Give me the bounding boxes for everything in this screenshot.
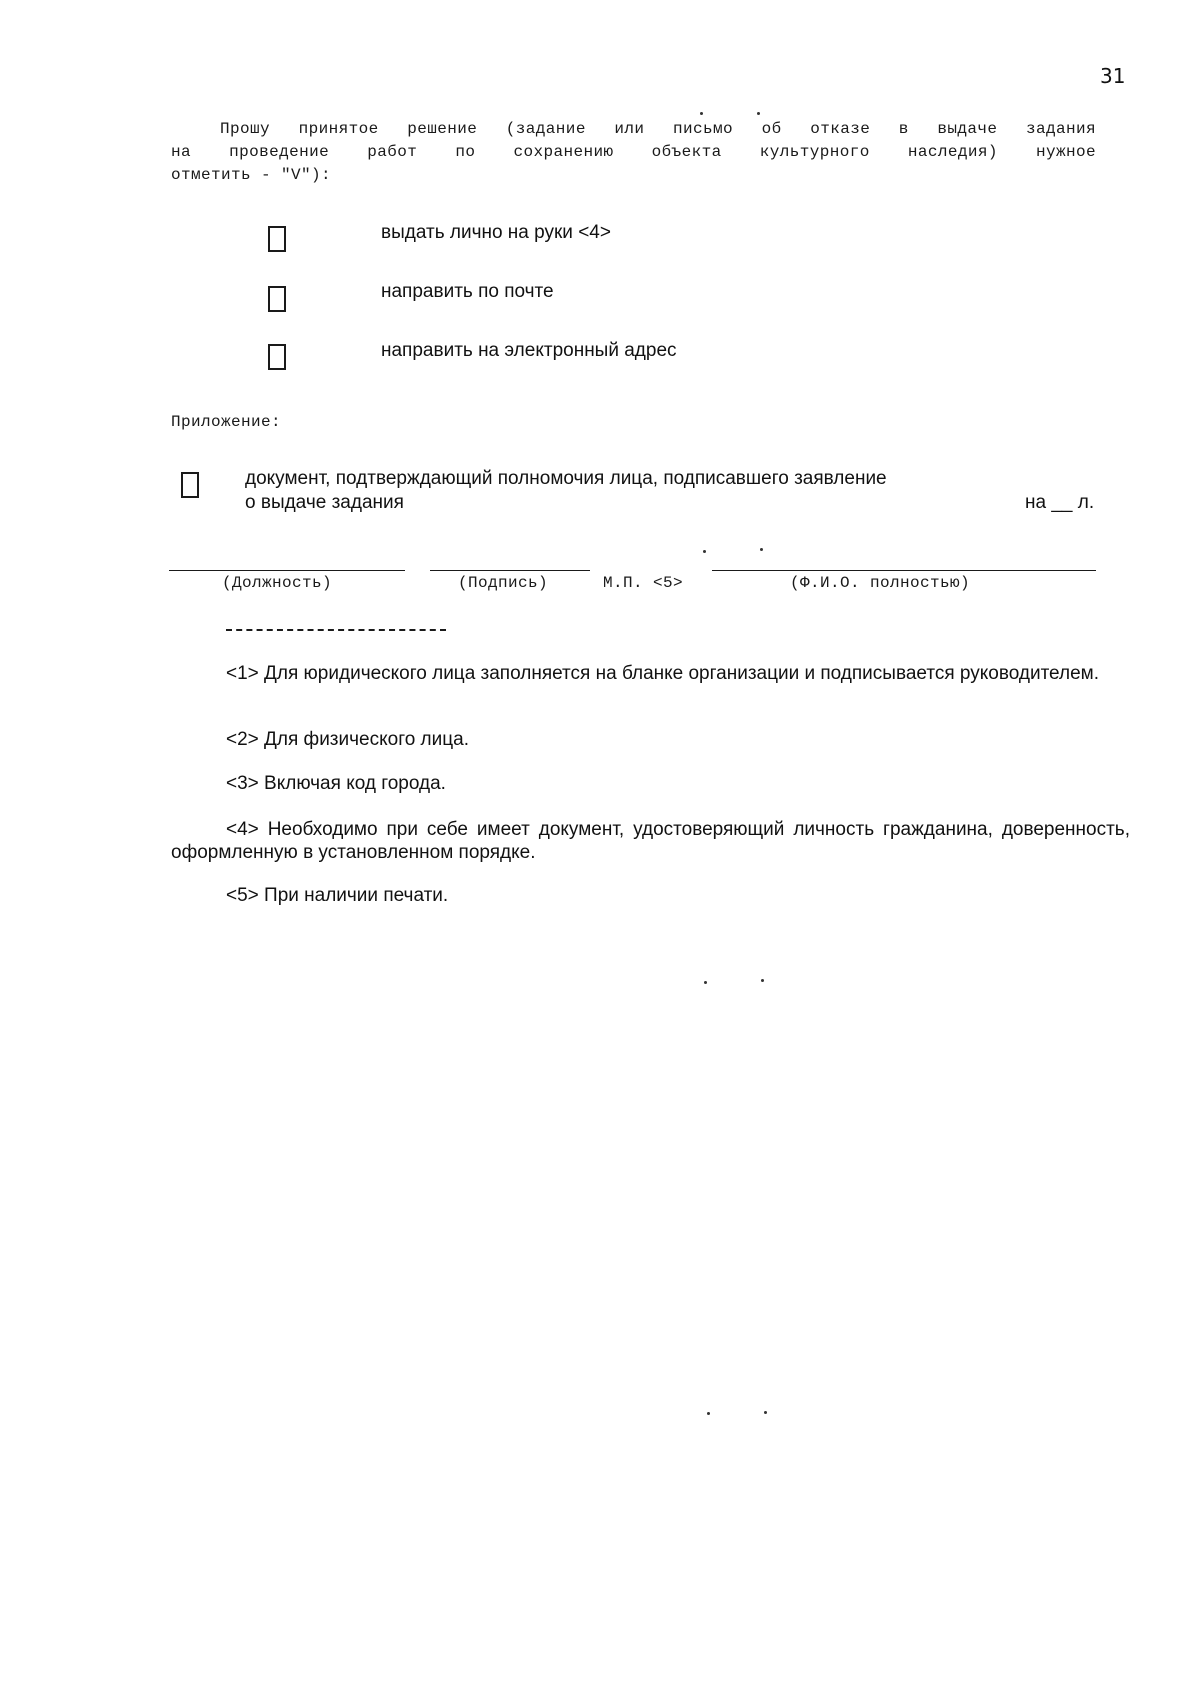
scan-speck — [764, 1411, 767, 1414]
scan-speck — [757, 112, 760, 115]
request-text-line-1: Прошу принятое решение (задание или письмо об отказе в выдаче задания — [220, 120, 1096, 138]
scan-speck — [703, 550, 706, 553]
footnote-3: <3> Включая код города. — [226, 773, 446, 794]
appendix-document-line-2: о выдаче задания — [245, 492, 404, 513]
appendix-document-line-1: документ, подтверждающий полномочия лица, подписавшего заявление — [245, 468, 887, 489]
signature-label: (Подпись) — [458, 574, 549, 592]
footnote-separator — [226, 629, 446, 631]
option-send-by-mail-label: направить по почте — [381, 281, 554, 302]
scan-speck — [704, 981, 707, 984]
request-text-line-3: отметить - "V"): — [171, 166, 332, 184]
scan-speck — [707, 1412, 710, 1415]
checkbox-deliver-in-person[interactable] — [268, 226, 286, 252]
page-number: 31 — [1100, 64, 1126, 88]
checkbox-send-by-mail[interactable] — [268, 286, 286, 312]
full-name-label: (Ф.И.О. полностью) — [790, 574, 971, 592]
option-send-by-email-label: направить на электронный адрес — [381, 340, 677, 361]
footnote-4: <4> Необходимо при себе имеет документ, удостоверяющий личность гражданина, доверенность, оформленную в установленном порядке. — [171, 819, 1130, 863]
footnote-5: <5> При наличии печати. — [226, 885, 449, 906]
signature-line — [430, 570, 590, 571]
checkbox-send-by-email[interactable] — [268, 344, 286, 370]
footnote-1: <1> Для юридического лица заполняется на бланке организации и подписывается руководителем. — [226, 663, 1099, 684]
appendix-heading: Приложение: — [171, 413, 282, 431]
stamp-label: М.П. <5> — [603, 574, 684, 592]
checkbox-authority-document[interactable] — [181, 472, 199, 498]
scan-speck — [761, 979, 764, 982]
option-deliver-in-person-label: выдать лично на руки <4> — [381, 222, 611, 243]
footnote-2: <2> Для физического лица. — [226, 729, 469, 750]
appendix-pages-count: на __ л. — [1025, 492, 1095, 513]
full-name-line — [712, 570, 1096, 571]
scan-speck — [760, 548, 763, 551]
scan-speck — [700, 112, 703, 115]
request-text-line-2: на проведение работ по сохранению объекта культурного наследия) нужное — [171, 143, 1096, 161]
position-label: (Должность) — [222, 574, 333, 592]
position-signature-line — [169, 570, 405, 571]
